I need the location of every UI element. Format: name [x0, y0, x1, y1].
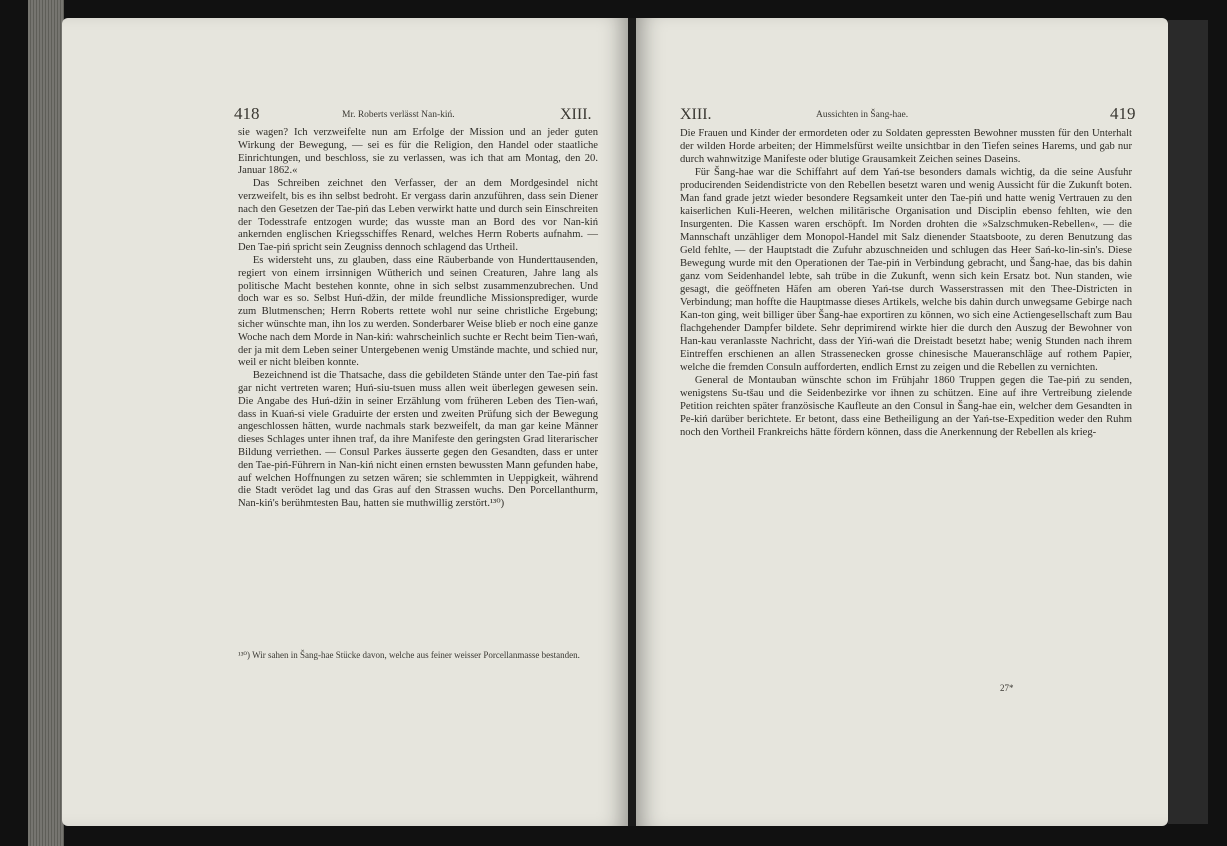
right-paragraph-2: Für Šang-hae war die Schiffahrt auf dem Yań-tse besonders damals wichtig, da die seine Ausfuhr producirenden Seidendistricte von den Rebellen besetzt waren und wenig Aussicht für die Zukunft boten. Man fand grade jetzt wieder besondere Regsamkeit unter den Tae-piń und hatte wenig Vertrauen zu den kaiserlichen Kuli-Heeren, welchen militärische Organisation und Disciplin ebenso fehlten, wie den Insurgenten. Die Kassen waren erschöpft. Im Norden drohten die »Salzschmuken-Rebellen«, — die Mannschaft unzähliger dem Monopol-Handel mit Salz dienender Staatsboote, zu deren Benutzung das Geld fehlte, — der Hauptstadt die Zufuhr abzuschneiden und schlugen das Heer Sań-ko-lin-sin's. Diese Bewegung wurde mit den Operationen der Tae-piń in Verbindung gebracht, und Šang-hae, das bis dahin ganz vom Seidenhandel lebte, sah trübe in die Zukunft, wenn sich kein Ersatz bot. Nun standen, wie gesagt, die geöffneten Häfen am oberen Yań-tse durch Wasserstrassen mit den Thee-Districten in Verbindung; man hoffte die Hauptmasse dieses Artikels, welche bis dahin durch unwegsame Gebirge nach Kan-ton ging, weit billiger über Šang-hae exportiren zu können, wo sich eine Actiengesellschaft zum Bau flachgehender Dampfer bildete. Sehr deprimirend wirkte hier die durch den Auszug der Bewohner von Han-kau veranlasste Nachricht, dass der Yiń-wań die Dreistadt besetzt habe; wenig Stunden nach ihrem Eintreffen erschienen an allen Strassenecken grosse chinesische Maueranschläge auf rothem Papier, welche die fremden Consuln aufforderten, endlich Ernst zu zeigen und die Rebellen zu vernichten. — [680, 167, 1132, 373]
left-paragraph-1: sie wagen? Ich verzweifelte nun am Erfolge der Mission und an jeder guten Wirkung der Bewegung, — sei es für die Religion, den Handel oder staatliche Einrichtungen, und beschloss, sie zu verlassen, was ich that am Montag, den 20. Januar 1862.« — [238, 127, 598, 177]
left-footnote: ¹³⁰) Wir sahen in Šang-hae Stücke davon, welche aus feiner weisser Porcellanmasse bestanden. — [238, 650, 580, 660]
left-paragraph-4: Bezeichnend ist die Thatsache, dass die gebildeten Stände unter den Tae-piń fast gar nicht vertreten waren; Huń-siu-tsuen muss allen weit überlegen gewesen sein. Die Angabe des Huń-džin in seiner Erzählung vom früheren Leben des Tien-wań, dass in Kuań-si viele Graduirte der ersten und zweiten Prüfung sich der Bewegung angeschlossen hätten, wurde nachmals stark bezweifelt, da man gar keine Männer dieses Schlages unter ihnen traf, da ihre Manifeste den geringsten Grad literarischer Bildung verriethen. — Consul Parkes äusserte gegen den Gesandten, dass er unter den Tae-piń-Führern in Nan-kiń nicht einen ernsten bewussten Mann gefunden habe, auf welchen Hoffnungen zu setzen wären; sie schlemmten in Ueppigkeit, während die Stadt verödet lag und das Gras auf den Strassen wuchs. Den Porcellanthurm, Nan-kiń's berühmtesten Bau, hatten sie muthwillig zerstört.¹³⁰) — [238, 370, 598, 510]
left-page-number: 418 — [234, 104, 260, 123]
right-paragraph-3: General de Montauban wünschte schon im Frühjahr 1860 Truppen gegen die Tae-piń zu senden, wenigstens Su-tšau und die Seidenbezirke vor ihnen zu schützen. Eine auf ihre Vertreibung zielende Petition reichten später französische Kaufleute an den Consul in Šang-hae ein, welcher dem Gesandten in Pe-kiń darüber berichtete. Er betont, dass eine Betheiligung an der Yań-tse-Expedition weder den Ruhm noch den Vortheil Frankreichs hätte fördern können, dass die Anerkennung der Rebellen als krieg- — [680, 375, 1132, 438]
right-chapter: XIII. — [680, 106, 712, 123]
left-chapter: XIII. — [560, 106, 592, 123]
page-edges-left — [28, 0, 64, 846]
left-body — [238, 127, 598, 511]
left-paragraph-3: Es widersteht uns, zu glauben, dass eine Räuberbande von Hunderttausenden, regiert von einem irrsinnigen Wütherich und seinen Creaturen, Jahre lang als politische Macht bestehen konnte, ohne in sich selbst zusammenzubrechen. Und doch war es so. Selbst Huń-džin, der milde freundliche Missionsprediger, wurde zum Blutmenschen; Herrn Roberts rettete wohl nur seine christliche Ergebung; sicher wünschte man, ihn los zu werden. Sonderbarer Weise blieb er noch eine ganze Woche nach dem Morde in Nan-kiń: wahrscheinlich suchte er Recht beim Tien-wań, der ja mit dem Leben seiner Untergebenen wenig Umstände machte, und schied nur, weil er nicht bleiben konnte. — [238, 254, 598, 369]
right-running-head: Aussichten in Šang-hae. — [816, 110, 909, 120]
right-page-number: 419 — [1110, 104, 1136, 123]
signature-mark: 27* — [1000, 683, 1014, 693]
left-running-head: Mr. Roberts verlässt Nan-kiń. — [342, 110, 455, 120]
right-paragraph-1: Die Frauen und Kinder der ermordeten oder zu Soldaten gepressten Bewohner mussten für den Unterhalt der wilden Horde arbeiten; der Himmelsfürst weilte unsichtbar in den Tiefen seines Harems, und gab nur durch wahnwitzige Manifeste oder blutige Grausamkeit Zeichen seines Daseins. — [680, 128, 1132, 165]
page-edges-right — [1168, 20, 1208, 824]
left-paragraph-2: Das Schreiben zeichnet den Verfasser, der an dem Mordgesindel nicht verzweifelt, bis es ihn selbst bedroht. Er vergass darin anzuführen, dass sein Diener nach den Gesetzen der Tae-piń das Leben verwirkt hatte und durch sein Einschreiten der Todesstrafe entzogen wurde; das wusste man an Bord des vor Nan-kiń ankernden englischen Kriegsschiffes Renard, welches Herrn Roberts aufnahm. — Den Tae-piń spricht sein Zeugniss dennoch schlagend das Urtheil. — [238, 178, 598, 254]
gutter — [628, 18, 636, 826]
right-body — [680, 127, 1132, 439]
